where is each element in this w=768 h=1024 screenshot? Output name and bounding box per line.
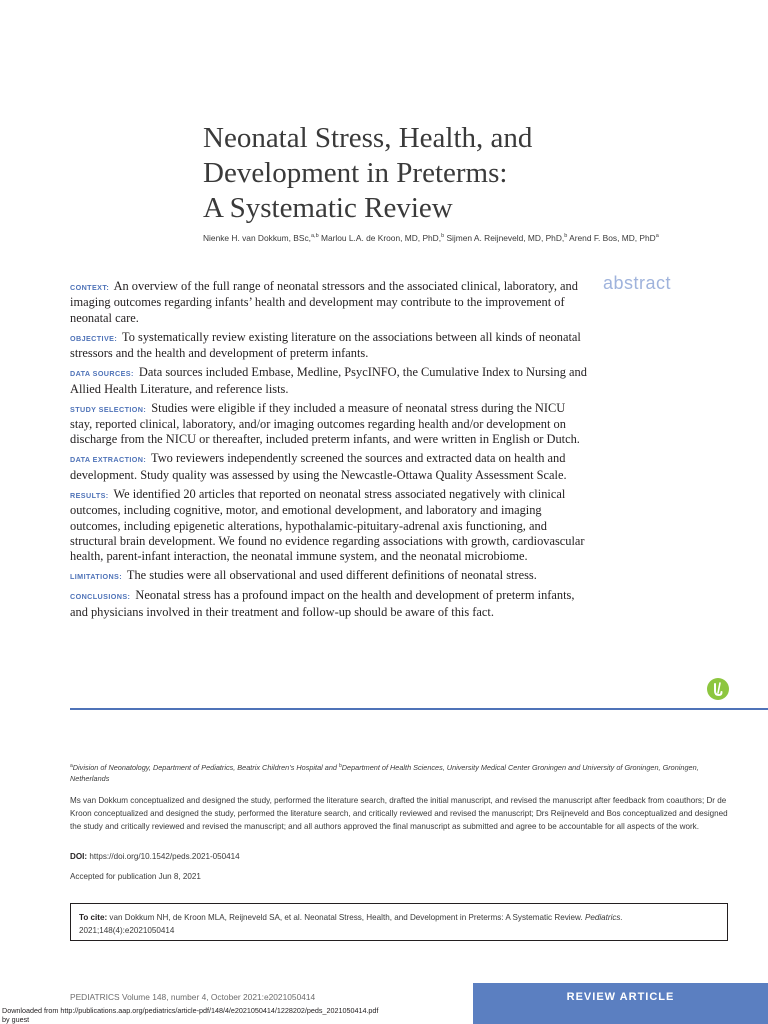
author-name: Arend F. Bos, MD, PhD [567, 233, 656, 243]
abstract-section-text: The studies were all observational and used different definitions of neonatal stress. [126, 568, 537, 583]
abstract-section-text: An overview of the full range of neonatal stressors and the associated clinical, laboratory, and imaging outcomes regarding infants’ health and development may contribute to the improvement of neonatal care. [70, 279, 578, 325]
abstract-section-text: To systematically review existing literature on the associations between all kinds of neonatal stressors and the health and development of preterm infants. [70, 329, 581, 361]
journal-footer: PEDIATRICS Volume 148, number 4, October 2021:e2021050414 [70, 992, 316, 1002]
author-affiliation-sup: a [655, 233, 659, 239]
section-divider [70, 708, 768, 710]
abstract-section-label: STUDY SELECTION: [70, 404, 147, 414]
abstract-body [70, 279, 590, 624]
download-notice [2, 1006, 472, 1024]
abstract-section-label: DATA SOURCES: [70, 369, 134, 379]
abstract-heading: abstract [603, 273, 672, 293]
accepted-date: Accepted for publication Jun 8, 2021 [70, 872, 201, 881]
abstract-section-label: DATA EXTRACTION: [70, 455, 147, 465]
abstract-section-data-extraction [70, 451, 590, 483]
author-affiliation-sup: b [564, 233, 568, 239]
affiliation-sup: a [70, 763, 73, 769]
author-contributions: Ms van Dokkum conceptualized and designed the study, performed the literature search, drafted the initial manuscript, and revised the manuscript after feedback from coauthors; Dr de Kroon conceptualized and designed the study, performed the literature search, and critically reviewed and revised the manuscript; Drs Reijneveld and Bos conceptualized and designed the study and critically reviewed and revised the manuscript; and all authors approved the final manuscript as submitted and agree to be accountable for all aspects of the work. [70, 796, 728, 831]
abstract-section-text: We identified 20 articles that reported on neonatal stress associated negatively with clinical outcomes, including cognitive, motor, and emotional development, and laboratory and imaging outcomes, including epigenetic alterations, hypothalamic-pituitary-adrenal axis functioning, and structural brain development. We found no evidence regarding associations with growth, cardiovascular health, parent-infant interaction, the neonatal immune system, and the neonatal microbiome. [70, 486, 585, 564]
abstract-section-text: Two reviewers independently screened the sources and extracted data on health and development. Study quality was assessed by using the Newcastle-Ottawa Quality Assessment Scale. [70, 451, 567, 482]
author-list [203, 233, 743, 243]
abstract-section-conclusions [70, 588, 590, 620]
title-line: Neonatal Stress, Health, and [203, 122, 533, 154]
citation-ref: 2021;148(4):e2021050414 [79, 926, 175, 935]
author-affiliation-sup: b [441, 233, 445, 239]
abstract-section-text: Data sources included Embase, Medline, PsycINFO, the Cumulative Index to Nursing and Allied Health Literature, and reference lists. [70, 365, 587, 396]
doi-link[interactable]: https://doi.org/10.1542/peds.2021-050414 [87, 852, 240, 861]
abstract-section-label: RESULTS: [70, 490, 109, 500]
affiliations [70, 761, 730, 784]
author-name: Marlou L.A. de Kroon, MD, PhD, [318, 233, 442, 243]
abstract-section-label: CONTEXT: [70, 283, 110, 292]
citation-label: To cite: [79, 913, 108, 922]
citation-journal: Pediatrics. [584, 913, 623, 922]
citation-box [70, 903, 728, 941]
affiliation-sup: b [338, 763, 342, 769]
citation-text: van Dokkum NH, de Kroon MLA, Reijneveld SA, et al. Neonatal Stress, Health, and Development in Preterms: A Systematic Review. [107, 913, 585, 922]
abstract-section-limitations [70, 568, 590, 584]
abstract-section-study-selection [70, 401, 590, 448]
article-title [203, 121, 683, 226]
doi-line [70, 852, 730, 861]
abstract-section-label: LIMITATIONS: [70, 572, 123, 582]
journal-logo-icon [707, 678, 729, 700]
author-name: Sijmen A. Reijneveld, MD, PhD, [444, 233, 565, 243]
abstract-section-results [70, 487, 590, 565]
author-affiliation-sup: a,b [310, 233, 319, 239]
download-notice-line: Downloaded from http://publications.aap.org/pediatrics/article-pdf/148/4/e2021050414/1228202/peds_2021050414.pdf [2, 1006, 379, 1015]
affiliation-text: Division of Neonatology, Department of Pediatrics, Beatrix Children’s Hospital and [72, 763, 339, 772]
doi-label: DOI: [70, 852, 88, 861]
download-notice-line: by guest [2, 1015, 30, 1024]
abstract-section-label: OBJECTIVE: [70, 333, 118, 343]
abstract-section-objective [70, 330, 590, 362]
abstract-section-text: Studies were eligible if they included a measure of neonatal stress during the NICU stay, reported clinical, laboratory, and/or imaging outcomes regarding health and/or development on discharge from the NICU or thereafter, included preterm infants, and were written in English or Dutch. [70, 400, 580, 447]
abstract-section-data-sources [70, 365, 590, 397]
abstract-section-label: CONCLUSIONS: [70, 592, 131, 602]
title-line: Development in Preterms: [203, 157, 508, 189]
review-article-badge: REVIEW ARTICLE [473, 983, 768, 1024]
abstract-section-text: Neonatal stress has a profound impact on the health and development of preterm infants, and physicians involved in their treatment and follow-up should be aware of this fact. [70, 588, 575, 619]
author-name: Nienke H. van Dokkum, BSc, [203, 233, 311, 243]
abstract-section-context [70, 279, 590, 326]
title-line: A Systematic Review [203, 192, 453, 224]
affiliation-text: Department of Health Sciences, University Medical Center Groningen and University of Groningen, Groningen, Netherlands [70, 763, 699, 783]
